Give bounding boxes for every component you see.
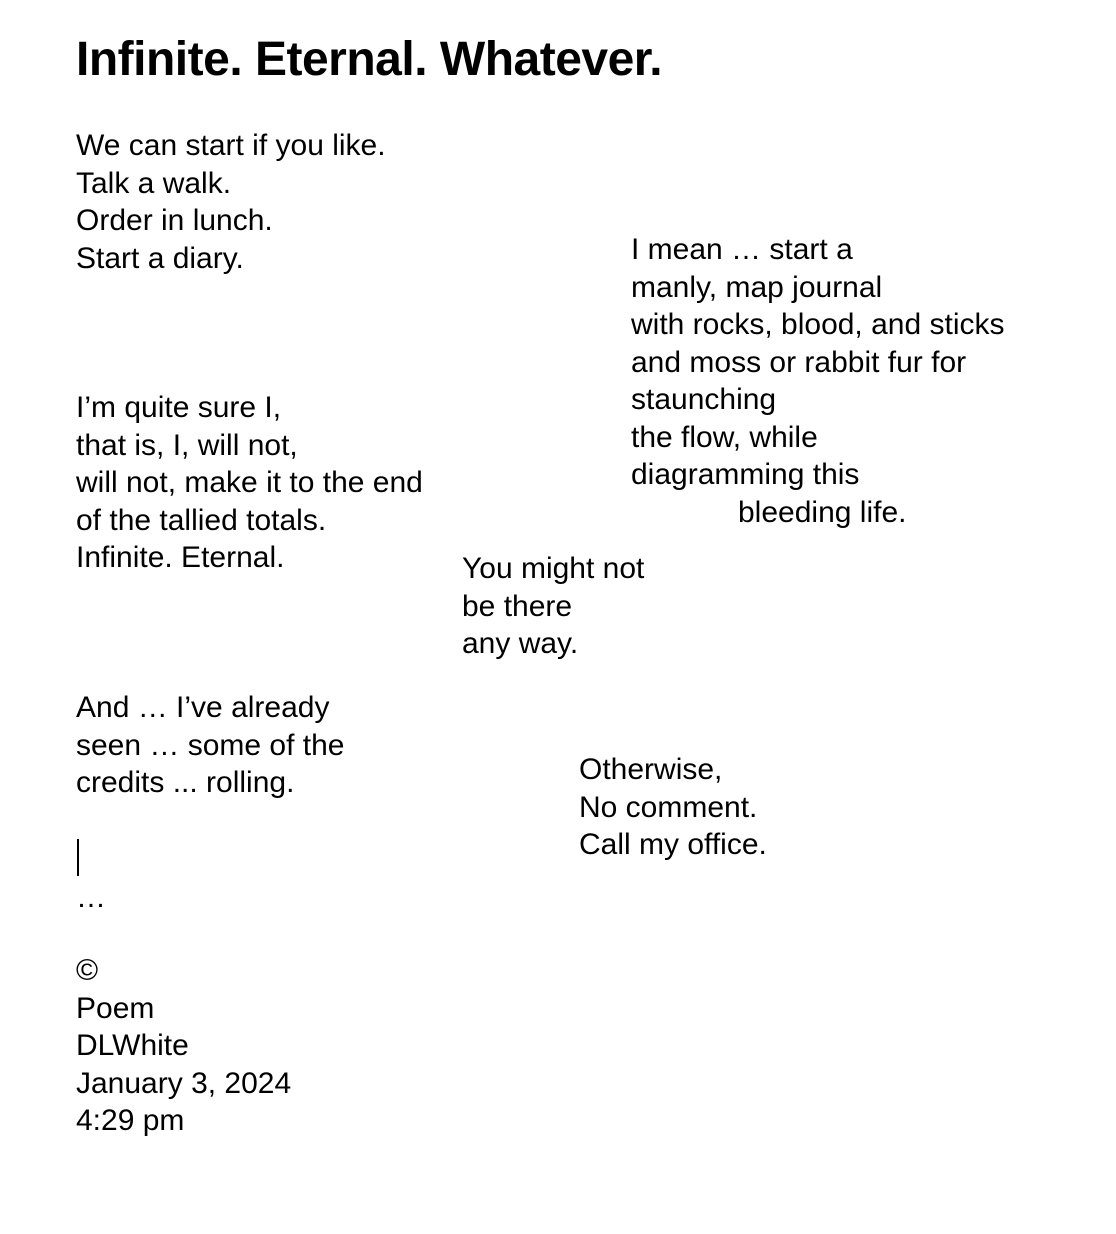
stanza-manly-map-journal xyxy=(631,231,1005,531)
poem-line: Talk a walk. xyxy=(76,166,232,200)
stanza-call-my-office xyxy=(579,751,767,864)
credit-date: January 3, 2024 xyxy=(76,1066,292,1100)
poem-line: diagramming this xyxy=(631,458,860,491)
poem-line: staunching xyxy=(631,383,777,416)
poem-line: No comment. xyxy=(579,790,758,824)
stanza-you-might-not xyxy=(462,550,644,663)
poem-line: Otherwise, xyxy=(579,753,723,786)
poem-line: with rocks, blood, and sticks xyxy=(631,308,1005,341)
poem-line: the flow, while xyxy=(631,420,818,454)
poem-line: and moss or rabbit fur for xyxy=(631,345,967,379)
poem-title: Infinite. Eternal. Whatever. xyxy=(76,33,663,86)
poem-line: of the tallied totals. xyxy=(76,503,327,537)
ellipsis xyxy=(76,879,106,917)
ellipsis-text: … xyxy=(76,881,106,914)
poem-line: any way. xyxy=(462,627,579,660)
text-cursor xyxy=(77,839,79,876)
poem-line: I’m quite sure I, xyxy=(76,391,282,424)
copyright-symbol: © xyxy=(76,954,99,987)
poem-line: be there xyxy=(462,589,573,623)
poem-line: Order in lunch. xyxy=(76,204,273,237)
poem-line-indented: bleeding life. xyxy=(738,495,907,529)
poem-line: Start a diary. xyxy=(76,241,244,275)
poem-line: seen … some of the xyxy=(76,728,345,762)
credit-time: 4:29 pm xyxy=(76,1104,185,1137)
stanza-tallied-totals xyxy=(76,389,423,577)
poem-line: We can start if you like. xyxy=(76,129,386,162)
poem-credits xyxy=(76,952,291,1140)
poem-line: Call my office. xyxy=(579,828,767,861)
credit-author: DLWhite xyxy=(76,1029,189,1062)
poem-line: I mean … start a xyxy=(631,233,853,266)
poem-line: manly, map journal xyxy=(631,270,883,304)
stanza-credits-rolling xyxy=(76,689,344,802)
poem-line: will not, make it to the end xyxy=(76,466,423,499)
stanza-start-if-you-like xyxy=(76,127,386,277)
poem-line: And … I’ve already xyxy=(76,691,330,724)
poem-line: You might not xyxy=(462,552,645,585)
credit-type: Poem xyxy=(76,991,155,1025)
poem-line: that is, I, will not, xyxy=(76,428,298,462)
poem-line: credits ... rolling. xyxy=(76,766,295,799)
poem-line: Infinite. Eternal. xyxy=(76,541,285,574)
